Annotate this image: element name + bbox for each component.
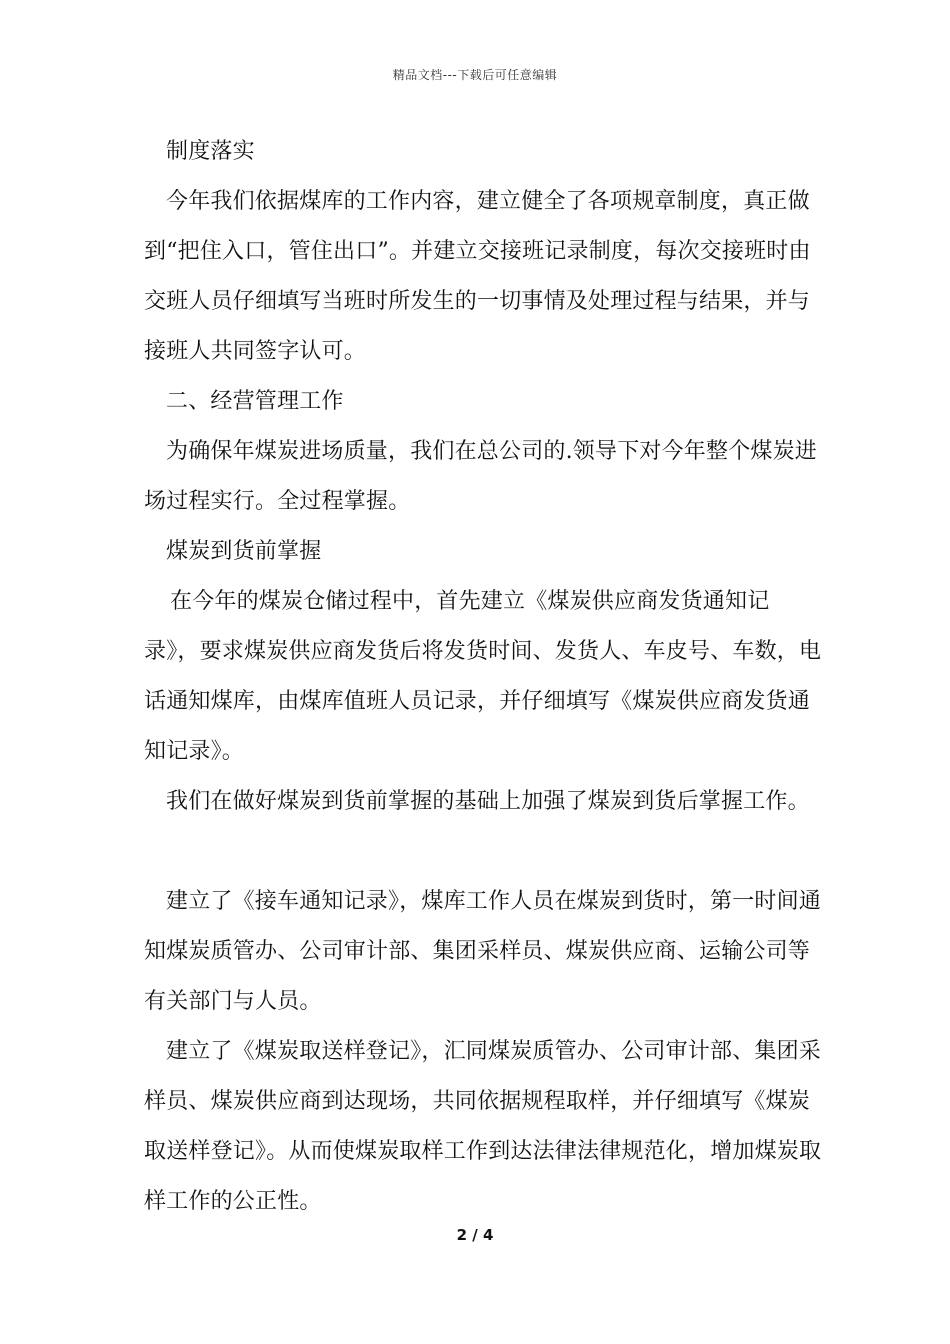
paragraph: 在今年的煤炭仓储过程中，首先建立《煤炭供应商发货通知记录》，要求煤炭供应商发货后将发货时间、发货人、车皮号、车数，电话通知煤库，由煤库值班人员记录，并仔细填写《煤炭供应商发货通知记录》。 (144, 589, 822, 764)
paragraph: 今年我们依据煤库的工作内容，建立健全了各项规章制度，真正做到“把住入口，管住出口”。并建立交接班记录制度，每次交接班时由交班人员仔细填写当班时所发生的一切事情及处理过程与结果，并与接班人共同签字认可。 (144, 189, 811, 364)
paragraph: 为确保年煤炭进场质量，我们在总公司的.领导下对今年整个煤炭进场过程实行。全过程掌握。 (144, 439, 817, 514)
paragraph-section-heading: 二、经营管理工作 (166, 389, 344, 414)
page-number: 2 / 4 (456, 1226, 494, 1244)
paragraph: 我们在做好煤炭到货前掌握的基础上加强了煤炭到货后掌握工作。 (166, 789, 810, 814)
paragraph-spacer (144, 827, 824, 877)
paragraph-section-heading: 制度落实 (166, 139, 255, 164)
page-header: 精品文档---下载后可任意编辑 (392, 68, 558, 82)
paragraph-section-heading: 煤炭到货前掌握 (166, 539, 322, 564)
document-body (144, 127, 824, 1227)
paragraph: 建立了《接车通知记录》，煤库工作人员在煤炭到货时，第一时间通知煤炭质管办、公司审计部、集团采样员、煤炭供应商、运输公司等有关部门与人员。 (144, 889, 822, 1014)
paragraph: 建立了《煤炭取送样登记》，汇同煤炭质管办、公司审计部、集团采样员、煤炭供应商到达现场，共同依据规程取样，并仔细填写《煤炭取送样登记》。从而使煤炭取样工作到达法律法律规范化，增加煤炭取样工作的公正性。 (144, 1039, 822, 1214)
